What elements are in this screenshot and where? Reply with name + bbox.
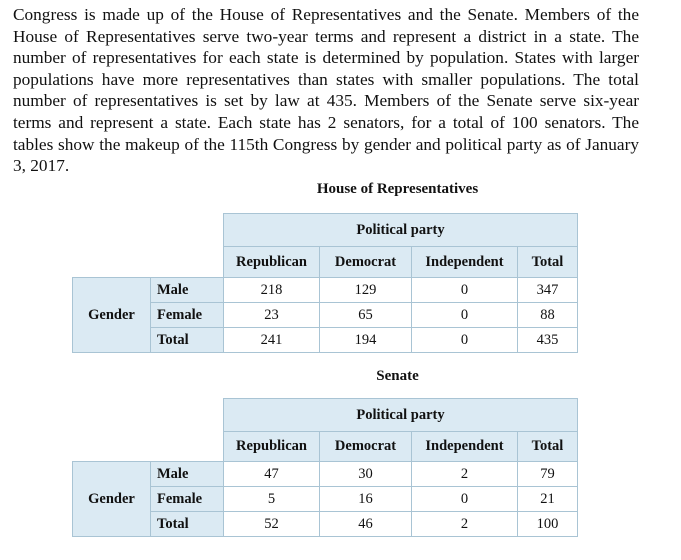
column-header: Democrat bbox=[320, 432, 412, 462]
row-label: Male bbox=[151, 462, 224, 487]
table-cell: 46 bbox=[320, 512, 412, 537]
super-header-political-party: Political party bbox=[224, 214, 578, 247]
table-cell: 0 bbox=[412, 278, 518, 303]
table-cell: 65 bbox=[320, 303, 412, 328]
empty-corner bbox=[73, 214, 224, 247]
group-label-gender: Gender bbox=[73, 278, 151, 353]
table-cell: 129 bbox=[320, 278, 412, 303]
passage-text: Congress is made up of the House of Representatives and the Senate. Members of the House of Representatives serve two-year terms and represent a district in a state. The number of representatives for each state is determined by population. States with larger populations have more representatives than states with smaller populations. The total number of representatives is set by law at 435. Members of the Senate serve six-year terms and represent a state. Each state has 2 senators, for a total of 100 senators. The tables show the makeup of the 115th Congress by gender and political party as of January 3, 2017. bbox=[13, 5, 639, 176]
house-table bbox=[72, 213, 578, 353]
column-header: Republican bbox=[224, 247, 320, 278]
empty-corner bbox=[73, 432, 224, 462]
table-cell: 0 bbox=[412, 303, 518, 328]
table-cell: 30 bbox=[320, 462, 412, 487]
empty-corner bbox=[73, 247, 224, 278]
senate-table bbox=[72, 398, 578, 537]
table-cell: 0 bbox=[412, 328, 518, 353]
table-cell: 23 bbox=[224, 303, 320, 328]
table-cell: 5 bbox=[224, 487, 320, 512]
table-cell: 241 bbox=[224, 328, 320, 353]
row-label: Total bbox=[151, 512, 224, 537]
table-cell: 100 bbox=[518, 512, 578, 537]
house-table-title: House of Representatives bbox=[316, 181, 479, 197]
table-cell: 2 bbox=[412, 462, 518, 487]
column-header: Republican bbox=[224, 432, 320, 462]
table-cell: 347 bbox=[518, 278, 578, 303]
row-label: Male bbox=[151, 278, 224, 303]
table-cell: 194 bbox=[320, 328, 412, 353]
row-label: Total bbox=[151, 328, 224, 353]
empty-corner bbox=[73, 399, 224, 432]
column-header: Democrat bbox=[320, 247, 412, 278]
senate-table-title: Senate bbox=[376, 368, 419, 384]
table-cell: 21 bbox=[518, 487, 578, 512]
table-cell: 88 bbox=[518, 303, 578, 328]
row-label: Female bbox=[151, 303, 224, 328]
column-header: Total bbox=[518, 432, 578, 462]
group-label-gender: Gender bbox=[73, 462, 151, 537]
table-cell: 16 bbox=[320, 487, 412, 512]
column-header: Total bbox=[518, 247, 578, 278]
row-label: Female bbox=[151, 487, 224, 512]
table-cell: 79 bbox=[518, 462, 578, 487]
column-header: Independent bbox=[412, 432, 518, 462]
table-cell: 0 bbox=[412, 487, 518, 512]
table-cell: 2 bbox=[412, 512, 518, 537]
super-header-political-party: Political party bbox=[224, 399, 578, 432]
table-cell: 52 bbox=[224, 512, 320, 537]
table-cell: 218 bbox=[224, 278, 320, 303]
table-cell: 435 bbox=[518, 328, 578, 353]
column-header: Independent bbox=[412, 247, 518, 278]
table-cell: 47 bbox=[224, 462, 320, 487]
